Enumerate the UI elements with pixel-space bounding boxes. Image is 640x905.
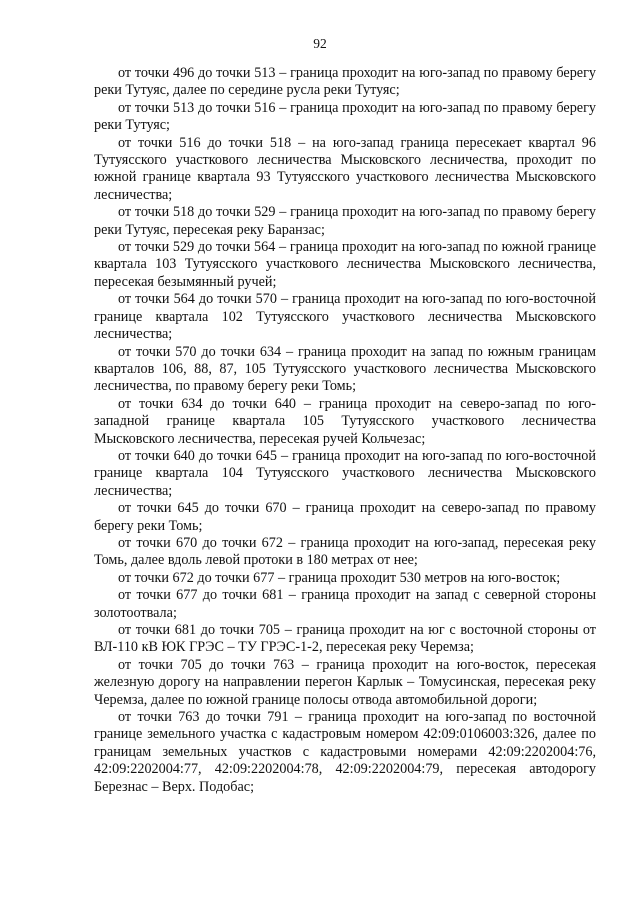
paragraph-7: от точки 570 до точки 634 – граница проходит на запад по южным границам кварталов 106, 88, 87, 105 Тутуясского участкового лесничества Мысковского лесничества, по правому берегу реки Томь;: [94, 343, 596, 395]
paragraph-5: от точки 529 до точки 564 – граница проходит на юго-запад по южной границе квартала 103 Тутуясского участкового лесничества Мысковского лесничества, пересекая безымянный ручей;: [94, 239, 596, 290]
paragraph-3: от точки 516 до точки 518 – на юго-запад граница пересекает квартал 96 Тутуясского участкового лесничества Мысковского лесничества, проходит по южной границе квартала 93 Тутуясского участкового лесничества Мысковского лесничества;: [94, 134, 596, 203]
paragraph-10: от точки 645 до точки 670 – граница проходит на северо-запад по правому берегу реки Томь;: [94, 500, 596, 534]
paragraph-4: от точки 518 до точки 529 – граница проходит на юго-запад по правому берегу реки Тутуяс, пересекая реку Баранзас;: [94, 204, 596, 238]
paragraph-2: от точки 513 до точки 516 – граница проходит на юго-запад по правому берегу реки Тутуяс;: [94, 99, 596, 134]
paragraph-6: от точки 564 до точки 570 – граница проходит на юго-запад по юго-восточной границе квартала 102 Тутуясского участкового лесничества Мысковского лесничества;: [94, 291, 596, 343]
paragraph-13: от точки 677 до точки 681 – граница проходит на запад с северной стороны золотоотвала;: [94, 587, 596, 621]
paragraph-8: от точки 634 до точки 640 – граница проходит на северо-запад по юго-западной границе квартала 105 Тутуясского участкового лесничества Мысковского лесничества, пересекая ручей Кольчезас;: [94, 395, 596, 447]
paragraph-15: от точки 705 до точки 763 – граница проходит на юго-восток, пересекая железную дорогу на направлении перегон Карлык – Томусинская, пересекая реку Черемза, далее по южной границе полосы отвода автомобильной дороги;: [94, 656, 596, 708]
paragraph-12: от точки 672 до точки 677 – граница проходит 530 метров на юго-восток;: [118, 569, 561, 586]
paragraph-16: от точки 763 до точки 791 – граница проходит на юго-запад по восточной границе земельного участка с кадастровым номером 42:09:0106003:326, далее по границам земельных участков с кадастровыми номерами 42:09:2202004:76, 42:09:2202004:77, 42:09:2202004:78, 42:09:2202004:79, пересекая автодорогу Березнас – Верх. Подобас;: [94, 709, 596, 795]
document-body: [94, 65, 596, 796]
paragraph-14: от точки 681 до точки 705 – граница проходит на юг с восточной стороны от ВЛ-110 кВ ЮК ГРЭС – ТУ ГРЭС-1-2, пересекая реку Черемза;: [94, 622, 596, 656]
page-number: 92: [313, 36, 327, 51]
paragraph-11: от точки 670 до точки 672 – граница проходит на юго-запад, пересекая реку Томь, далее вдоль левой протоки в 180 метрах от нее;: [94, 534, 596, 569]
paragraph-1: от точки 496 до точки 513 – граница проходит на юго-запад по правому берегу реки Тутуяс, далее по середине русла реки Тутуяс;: [94, 65, 596, 99]
paragraph-9: от точки 640 до точки 645 – граница проходит на юго-запад по юго-восточной границе квартала 104 Тутуясского участкового лесничества Мысковского лесничества;: [94, 447, 596, 499]
